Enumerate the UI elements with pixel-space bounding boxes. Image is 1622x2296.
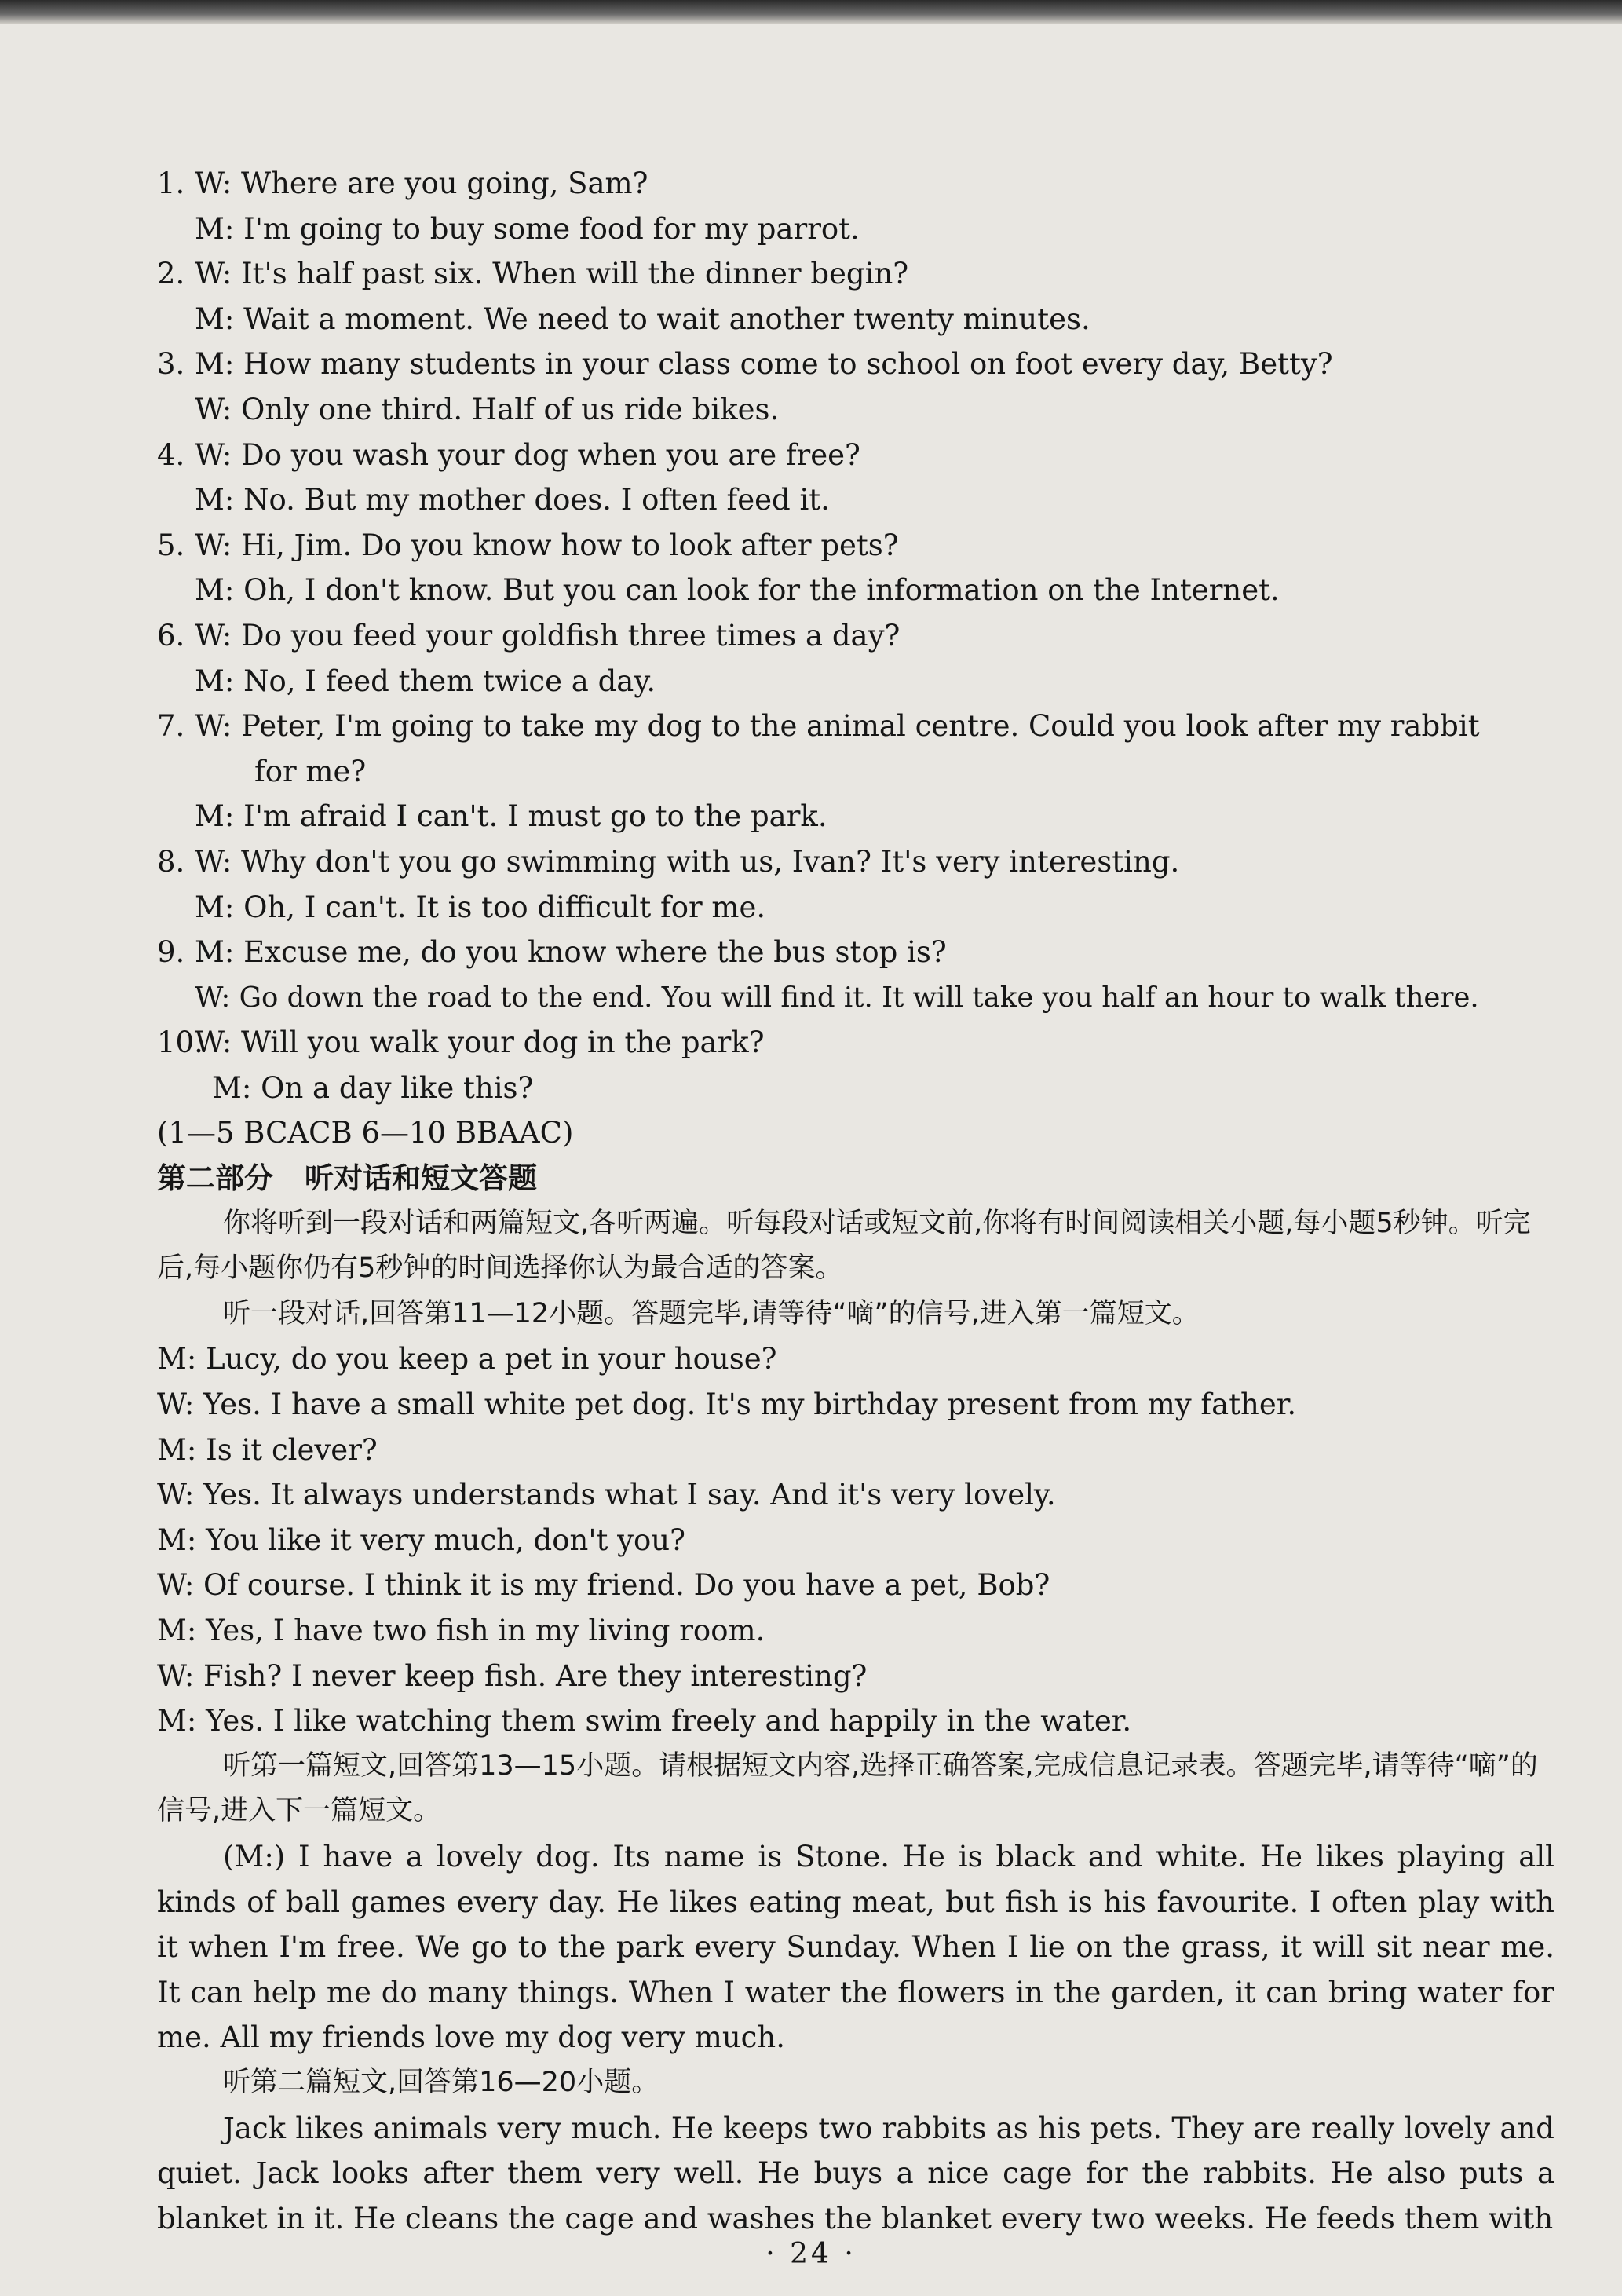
dialogue-line: M: I'm going to buy some food for my parrot. bbox=[195, 211, 860, 246]
dialogue-line: M: No. But my mother does. I often feed it. bbox=[195, 483, 830, 517]
passage2-text: Jack likes animals very much. He keeps two rabbits as his pets. They are really lovely and quiet. Jack looks after them very well. He buys a nice cage for the rabbits. He also puts a blanket in it. He cleans the cage and washes the blanket every two weeks. He feeds them with bbox=[157, 2111, 1554, 2236]
item-number: 5. bbox=[157, 528, 185, 562]
dialogue-line: 10.W: Will you walk your dog in the park? bbox=[157, 1020, 1554, 1066]
conversation-line: W: Yes. I have a small white pet dog. It's my birthday present from my father. bbox=[157, 1387, 1297, 1422]
document-page bbox=[157, 161, 1554, 2241]
answer-key: (1—5 BCACB 6—10 BBAAC) bbox=[157, 1116, 574, 1150]
dialogue-line: 5. W: Hi, Jim. Do you know how to look after pets? bbox=[157, 523, 1554, 569]
dialogue-line: 6. W: Do you feed your goldfish three times a day? bbox=[157, 613, 1554, 659]
section-instructions: 你将听到一段对话和两篇短文,各听两遍。听每段对话或短文前,你将有时间阅读相关小题,每小题5秒钟。听完后,每小题你仍有5秒钟的时间选择你认为最合适的答案。 bbox=[157, 1207, 1531, 1285]
dialogue-line: 8. W: Why don't you go swimming with us, Ivan? It's very interesting. bbox=[157, 839, 1554, 885]
dialogue-line: 9. M: Excuse me, do you know where the bus stop is? bbox=[157, 930, 1554, 975]
section-heading: 第二部分 听对话和短文答题 bbox=[157, 1161, 537, 1196]
page-number: · 24 · bbox=[765, 2238, 857, 2270]
dialogue-line: M: No, I feed them twice a day. bbox=[195, 664, 656, 698]
item-number: 4. bbox=[157, 437, 185, 472]
conversation-line: M: Yes, I have two fish in my living room. bbox=[157, 1614, 765, 1647]
conversation-line: M: You like it very much, don't you? bbox=[157, 1523, 685, 1557]
dialogue-line: M: I'm afraid I can't. I must go to the park. bbox=[195, 799, 827, 834]
dialogue-line: W: Only one third. Half of us ride bikes. bbox=[195, 392, 780, 426]
dialogue-line: for me? bbox=[254, 754, 367, 788]
dialogue-line: 4. W: Do you wash your dog when you are free? bbox=[157, 433, 1554, 478]
item-number: 1. bbox=[157, 166, 185, 200]
conversation bbox=[157, 1336, 1554, 1743]
item-number: 8. bbox=[157, 844, 185, 879]
passage2-instructions: 听第二篇短文,回答第16—20小题。 bbox=[223, 2066, 659, 2098]
dialogue-line: M: Wait a moment. We need to wait another twenty minutes. bbox=[195, 302, 1090, 336]
conversation-line: M: Is it clever? bbox=[157, 1432, 378, 1467]
dialogue-line: M: On a day like this? bbox=[212, 1070, 534, 1105]
conversation-line: W: Of course. I think it is my friend. Do you have a pet, Bob? bbox=[157, 1568, 1050, 1603]
dialogue-line: 1. W: Where are you going, Sam? bbox=[157, 161, 1554, 207]
conversation-line: M: Yes. I like watching them swim freely and happily in the water. bbox=[157, 1704, 1132, 1738]
item-number: 3. bbox=[157, 347, 185, 382]
passage1-text: (M:) I have a lovely dog. Its name is Stone. He is black and white. He likes playing all kinds of ball games every day. He likes eating meat, but fish is his favourite. I often play with it when I'm free. We go to the park every Sunday. When I lie on the grass, it will sit near me. It can help me do many things. When I water the flowers in the garden, it can bring water for me. All my friends love my dog very much. bbox=[157, 1839, 1554, 2055]
dialogue-line: 2. W: It's half past six. When will the dinner begin? bbox=[157, 251, 1554, 297]
item-number: 6. bbox=[157, 618, 185, 653]
conversation-line: M: Lucy, do you keep a pet in your house? bbox=[157, 1342, 777, 1377]
item-number: 9. bbox=[157, 935, 185, 970]
dialogue-line: W: Go down the road to the end. You will find it. It will take you half an hour to walk there. bbox=[195, 981, 1479, 1014]
scan-top-edge bbox=[0, 0, 1622, 24]
item-number: 10. bbox=[157, 1026, 203, 1060]
dialogue-line: M: Oh, I don't know. But you can look for the information on the Internet. bbox=[195, 573, 1280, 608]
conversation-line: W: Fish? I never keep fish. Are they interesting? bbox=[157, 1658, 868, 1693]
dialogue-list bbox=[157, 161, 1554, 1110]
dialogue-instructions: 听一段对话,回答第11—12小题。答题完毕,请等待“嘀”的信号,进入第一篇短文。 bbox=[223, 1297, 1200, 1329]
item-number: 2. bbox=[157, 257, 185, 291]
dialogue-line: 3. M: How many students in your class come to school on foot every day, Betty? bbox=[157, 342, 1554, 387]
dialogue-line: M: Oh, I can't. It is too difficult for me. bbox=[195, 890, 766, 924]
item-number: 7. bbox=[157, 709, 185, 744]
passage1-instructions: 听第一篇短文,回答第13—15小题。请根据短文内容,选择正确答案,完成信息记录表。答题完毕,请等待“嘀”的信号,进入下一篇短文。 bbox=[157, 1749, 1538, 1827]
dialogue-line: 7. W: Peter, I'm going to take my dog to the animal centre. Could you look after my rabbit bbox=[157, 704, 1554, 749]
conversation-line: W: Yes. It always understands what I say. And it's very lovely. bbox=[157, 1478, 1056, 1512]
